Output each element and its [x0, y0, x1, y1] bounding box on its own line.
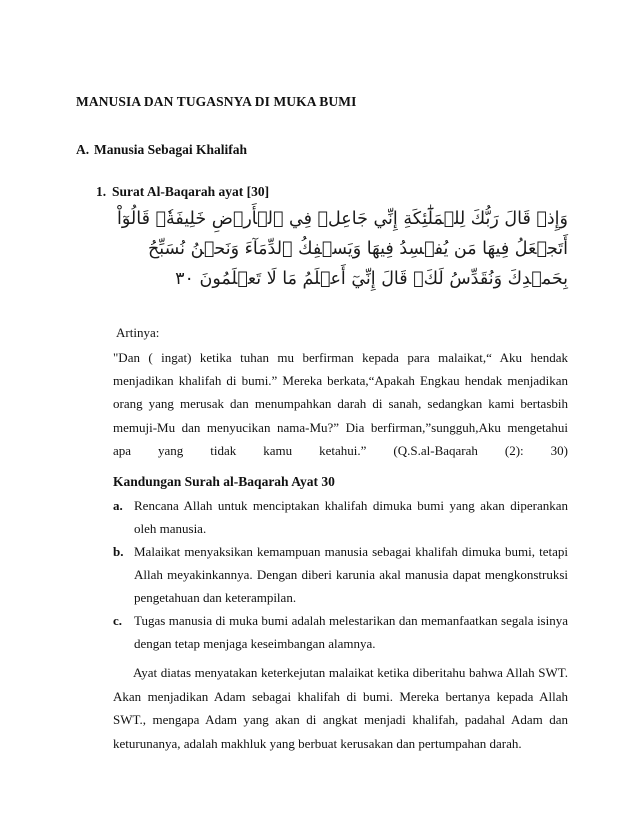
body-paragraph: [113, 661, 568, 755]
kandungan-heading: Kandungan Surah al-Baqarah Ayat 30: [113, 474, 335, 489]
list-item-text: Malaikat menyaksikan kemampuan manusia sebagai khalifah dimuka bumi, tetapi Allah meyakinkannya. Dengan diberi karunia akal manusia dapat mengkonstruksi pengetahuan dan keterampilan.: [134, 544, 568, 605]
subsection-heading: [96, 184, 269, 200]
list-item: [113, 540, 568, 609]
arabic-verse: [117, 204, 568, 296]
subsection-marker: 1.: [96, 184, 107, 199]
list-item: [113, 494, 568, 540]
translation-label: Artinya:: [116, 325, 160, 340]
list-item-marker: c.: [113, 613, 123, 628]
list-item-text: Tugas manusia di muka bumi adalah melestarikan dan memanfaatkan segala isinya dengan tetap menjaga keseimbangan alamnya.: [134, 613, 568, 651]
list-item-text: Rencana Allah untuk menciptakan khalifah dimuka bumi yang akan diperankan oleh manusia.: [134, 498, 568, 536]
document-title: MANUSIA DAN TUGASNYA DI MUKA BUMI: [76, 94, 357, 109]
body-paragraph-text: Ayat diatas menyatakan keterkejutan malaikat ketika diberitahu bahwa Allah SWT. Akan menjadikan Adam sebagai khalifah di bumi. Mereka bertanya kepada Allah SWT., mengapa Adam yang akan di angkat menjadi khalifah, padahal Adam dan keturunanya, adalah makhluk yang berbuat kerusakan dan pertumpahan darah.: [113, 665, 568, 751]
arabic-verse-line: أَتَجۡعَلُ فِيهَا مَن يُفۡسِدُ فِيهَا وَيَسۡفِكُ ٱلدِّمَآءَ وَنَحۡنُ نُسَبِّحُ: [147, 239, 568, 259]
list-item-marker: a.: [113, 498, 123, 513]
kandungan-list: [113, 494, 568, 655]
section-heading: [76, 142, 247, 158]
translation-text: "Dan ( ingat) ketika tuhan mu berfirman kepada para malaikat,“ Aku hendak menjadikan khalifah di bumi.” Mereka berkata,“Apakah Engkau hendak menjadikan orang yang merusak dan menumpahkan darah di sanah, sedangkan kami bertasbih memuji-Mu dan menyucikan nama-Mu?” Dia berfirman,”sungguh,Aku mengetahui apa yang tidak kamu ketahui.” (Q.S.al-Baqarah (2): 30): [113, 350, 568, 458]
section-marker: A.: [76, 142, 90, 157]
list-item: [113, 609, 568, 655]
section-heading-text: Manusia Sebagai Khalifah: [94, 142, 248, 157]
arabic-verse-line: وَإِذۡ قَالَ رَبُّكَ لِلۡمَلَٰٓئِكَةِ إِنِّي جَاعِلٞ فِي ٱلۡأَرۡضِ خَلِيفَةٗۖ قَالُوٓاْ: [117, 209, 568, 229]
list-item-marker: b.: [113, 544, 124, 559]
subsection-heading-text: Surat Al-Baqarah ayat [30]: [112, 184, 270, 199]
arabic-verse-line: بِحَمۡدِكَ وَنُقَدِّسُ لَكَۖ قَالَ إِنِّيٓ أَعۡلَمُ مَا لَا تَعۡلَمُونَ ٣٠: [175, 269, 568, 289]
